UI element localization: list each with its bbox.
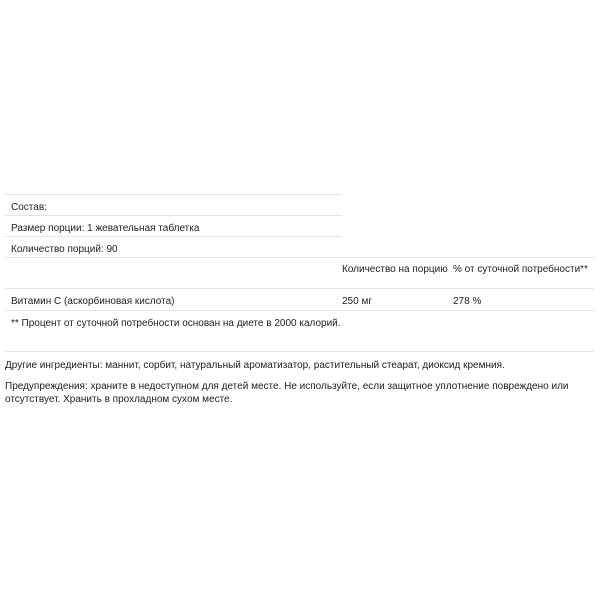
nutrient-amount: 250 мг xyxy=(342,296,372,307)
servings-per-container: Количество порций: 90 xyxy=(11,244,118,255)
column-header-row xyxy=(5,257,594,288)
footnote: ** Процент от суточной потребности основан на диете в 2000 калорий. xyxy=(11,318,341,329)
serving-size: Размер порции: 1 жевательная таблетка xyxy=(11,223,200,234)
supplement-facts-table xyxy=(5,194,594,352)
warnings: Предупреждения: храните в недоступном для детей месте. Не используйте, если защитное уплотнение повреждено или отсутствует. Хранить в прохладном сухом месте. xyxy=(5,381,569,405)
daily-value-column-header: % от суточной потребности** xyxy=(453,264,588,275)
composition-row xyxy=(5,194,342,215)
footnote-row xyxy=(5,310,594,352)
amount-column-header: Количество на порцию xyxy=(342,264,448,275)
other-ingredients: Другие ингредиенты: маннит, сорбит, натуральный ароматизатор, растительный стеарат, диоксид кремния. xyxy=(5,360,505,371)
nutrient-daily-value: 278 % xyxy=(453,296,482,307)
nutrient-row-vitamin-c xyxy=(5,288,594,310)
servings-per-container-row xyxy=(5,236,342,257)
serving-size-row xyxy=(5,215,342,236)
nutrient-column-header xyxy=(5,263,342,283)
nutrient-name: Витамин С (аскорбиновая кислота) xyxy=(11,296,175,307)
composition-label: Состав: xyxy=(11,202,47,213)
